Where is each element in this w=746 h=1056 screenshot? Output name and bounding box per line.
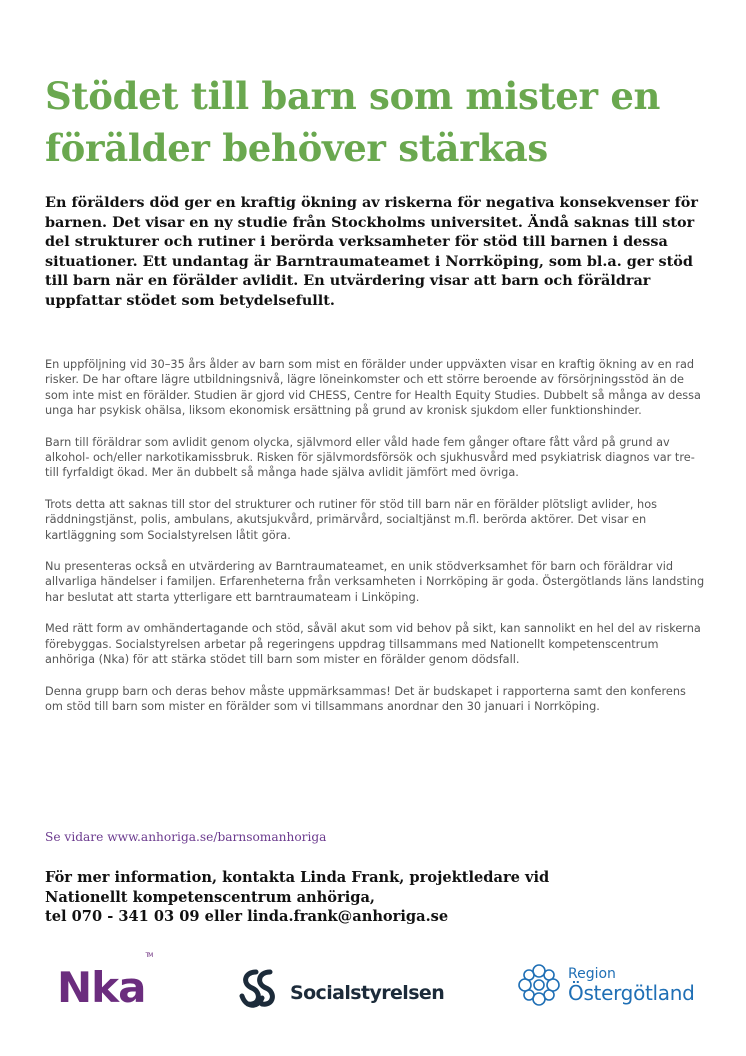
body-paragraph: Denna grupp barn och deras behov måste uppmärksammas! Det är budskapet i rapporterna samt den konferens om stöd till barn som mister en förälder som vi tillsammans anordnar den 30 januari i Norrköping.: [45, 684, 686, 713]
flower-emblem-icon: [516, 962, 562, 1008]
website-link[interactable]: Se vidare www.anhoriga.se/barnsomanhoriga: [45, 830, 327, 844]
socialstyrelsen-logo: [236, 966, 444, 1010]
page-title: Stödet till barn som mister en förälder behöver stärkas: [45, 74, 661, 170]
nka-tm: TM: [145, 952, 153, 959]
socialstyrelsen-emblem-icon: [236, 966, 286, 1010]
body-paragraph: Med rätt form av omhändertagande och stöd, såväl akut som vid behov på sikt, kan sannolikt en hel del av riskerna förebyggas. Socialstyrelsen arbetar på regeringens uppdrag tillsammans med Nationellt kompetenscentrum anhöriga (Nka) för att stärka stödet till barn som mister en förälder genom dödsfall.: [45, 622, 701, 667]
body-paragraph: Nu presenteras också en utvärdering av Barntraumateamet, en unik stödverksamhet för barn och föräldrar vid allvarliga händelser i familjen. Erfarenheterna från verksamheten i Norrköping är goda. Östergötlands läns landsting har beslutat att starta ytterligare ett barntraumateam i Linköping.: [45, 560, 705, 604]
body-paragraph: Barn till föräldrar som avlidit genom olycka, självmord eller våld hade fem gånger oftare fått vård på grund av alkohol- och/eller narkotikamissbruk. Risken för självmordsförsök och sjukhusvård med psykiatrisk diagnos var tre- till fyrfaldigt ökad. Mer än dubbelt så många hade själva avlidit jämfört med övriga.: [45, 435, 695, 480]
region-ostergotland-logo: [516, 962, 695, 1008]
contact-line: För mer information, kontakta Linda Frank, projektledare vid: [45, 869, 550, 886]
contact-line: tel 070 - 341 03 09 eller linda.frank@anhoriga.se: [45, 908, 449, 925]
contact-line: Nationellt kompetenscentrum anhöriga,: [45, 888, 375, 906]
logo-row: [0, 952, 746, 1018]
lead-paragraph: En förälders död ger en kraftig ökning av riskerna för negativa konsekvenser för barnen. Det visar en ny studie från Stockholms universitet. Ändå saknas till stor del strukturer och rutiner i berörda verksamheter för stöd till barnen i dessa situationer. Ett undantag är Barntraumateamet i Norrköping, som bl.a. ger stöd till barn när en förälder avlidit. En utvärdering visar att barn och föräldrar uppfattar stödet som betydelsefullt.: [45, 194, 698, 309]
contact-info: [45, 868, 685, 927]
body-paragraph: En uppföljning vid 30–35 års ålder av barn som mist en förälder under uppväxten visar en kraftig ökning av en rad risker. De har oftare lägre utbildningsnivå, lägre löneinkomster och ett större beroende av försörjningsstöd än de som inte mist en förälder. Studien är gjord vid CHESS, Centre for Health Equity Studies. Dubbelt så många av dessa unga har psykisk ohälsa, liksom ekonomisk ersättning på grund av kronisk sjukdom eller funktionshinder.: [45, 358, 701, 418]
body-paragraph: Trots detta att saknas till stor del strukturer och rutiner för stöd till barn när en förälder plötsligt avlider, hos räddningstjänst, polis, ambulans, akutsjukvård, primärvård, socialtjänst m.fl. berörda aktörer. Det visar en kartläggning som Socialstyrelsen låtit göra.: [45, 497, 658, 542]
nka-logo: [57, 952, 153, 1012]
nka-logo-text: Nka: [57, 963, 146, 1012]
socialstyrelsen-logo-text: Socialstyrelsen: [290, 982, 445, 1004]
body-text: [45, 357, 705, 730]
region-logo-line1: Region: [568, 966, 616, 982]
region-logo-line2: Östergötland: [568, 981, 695, 1005]
